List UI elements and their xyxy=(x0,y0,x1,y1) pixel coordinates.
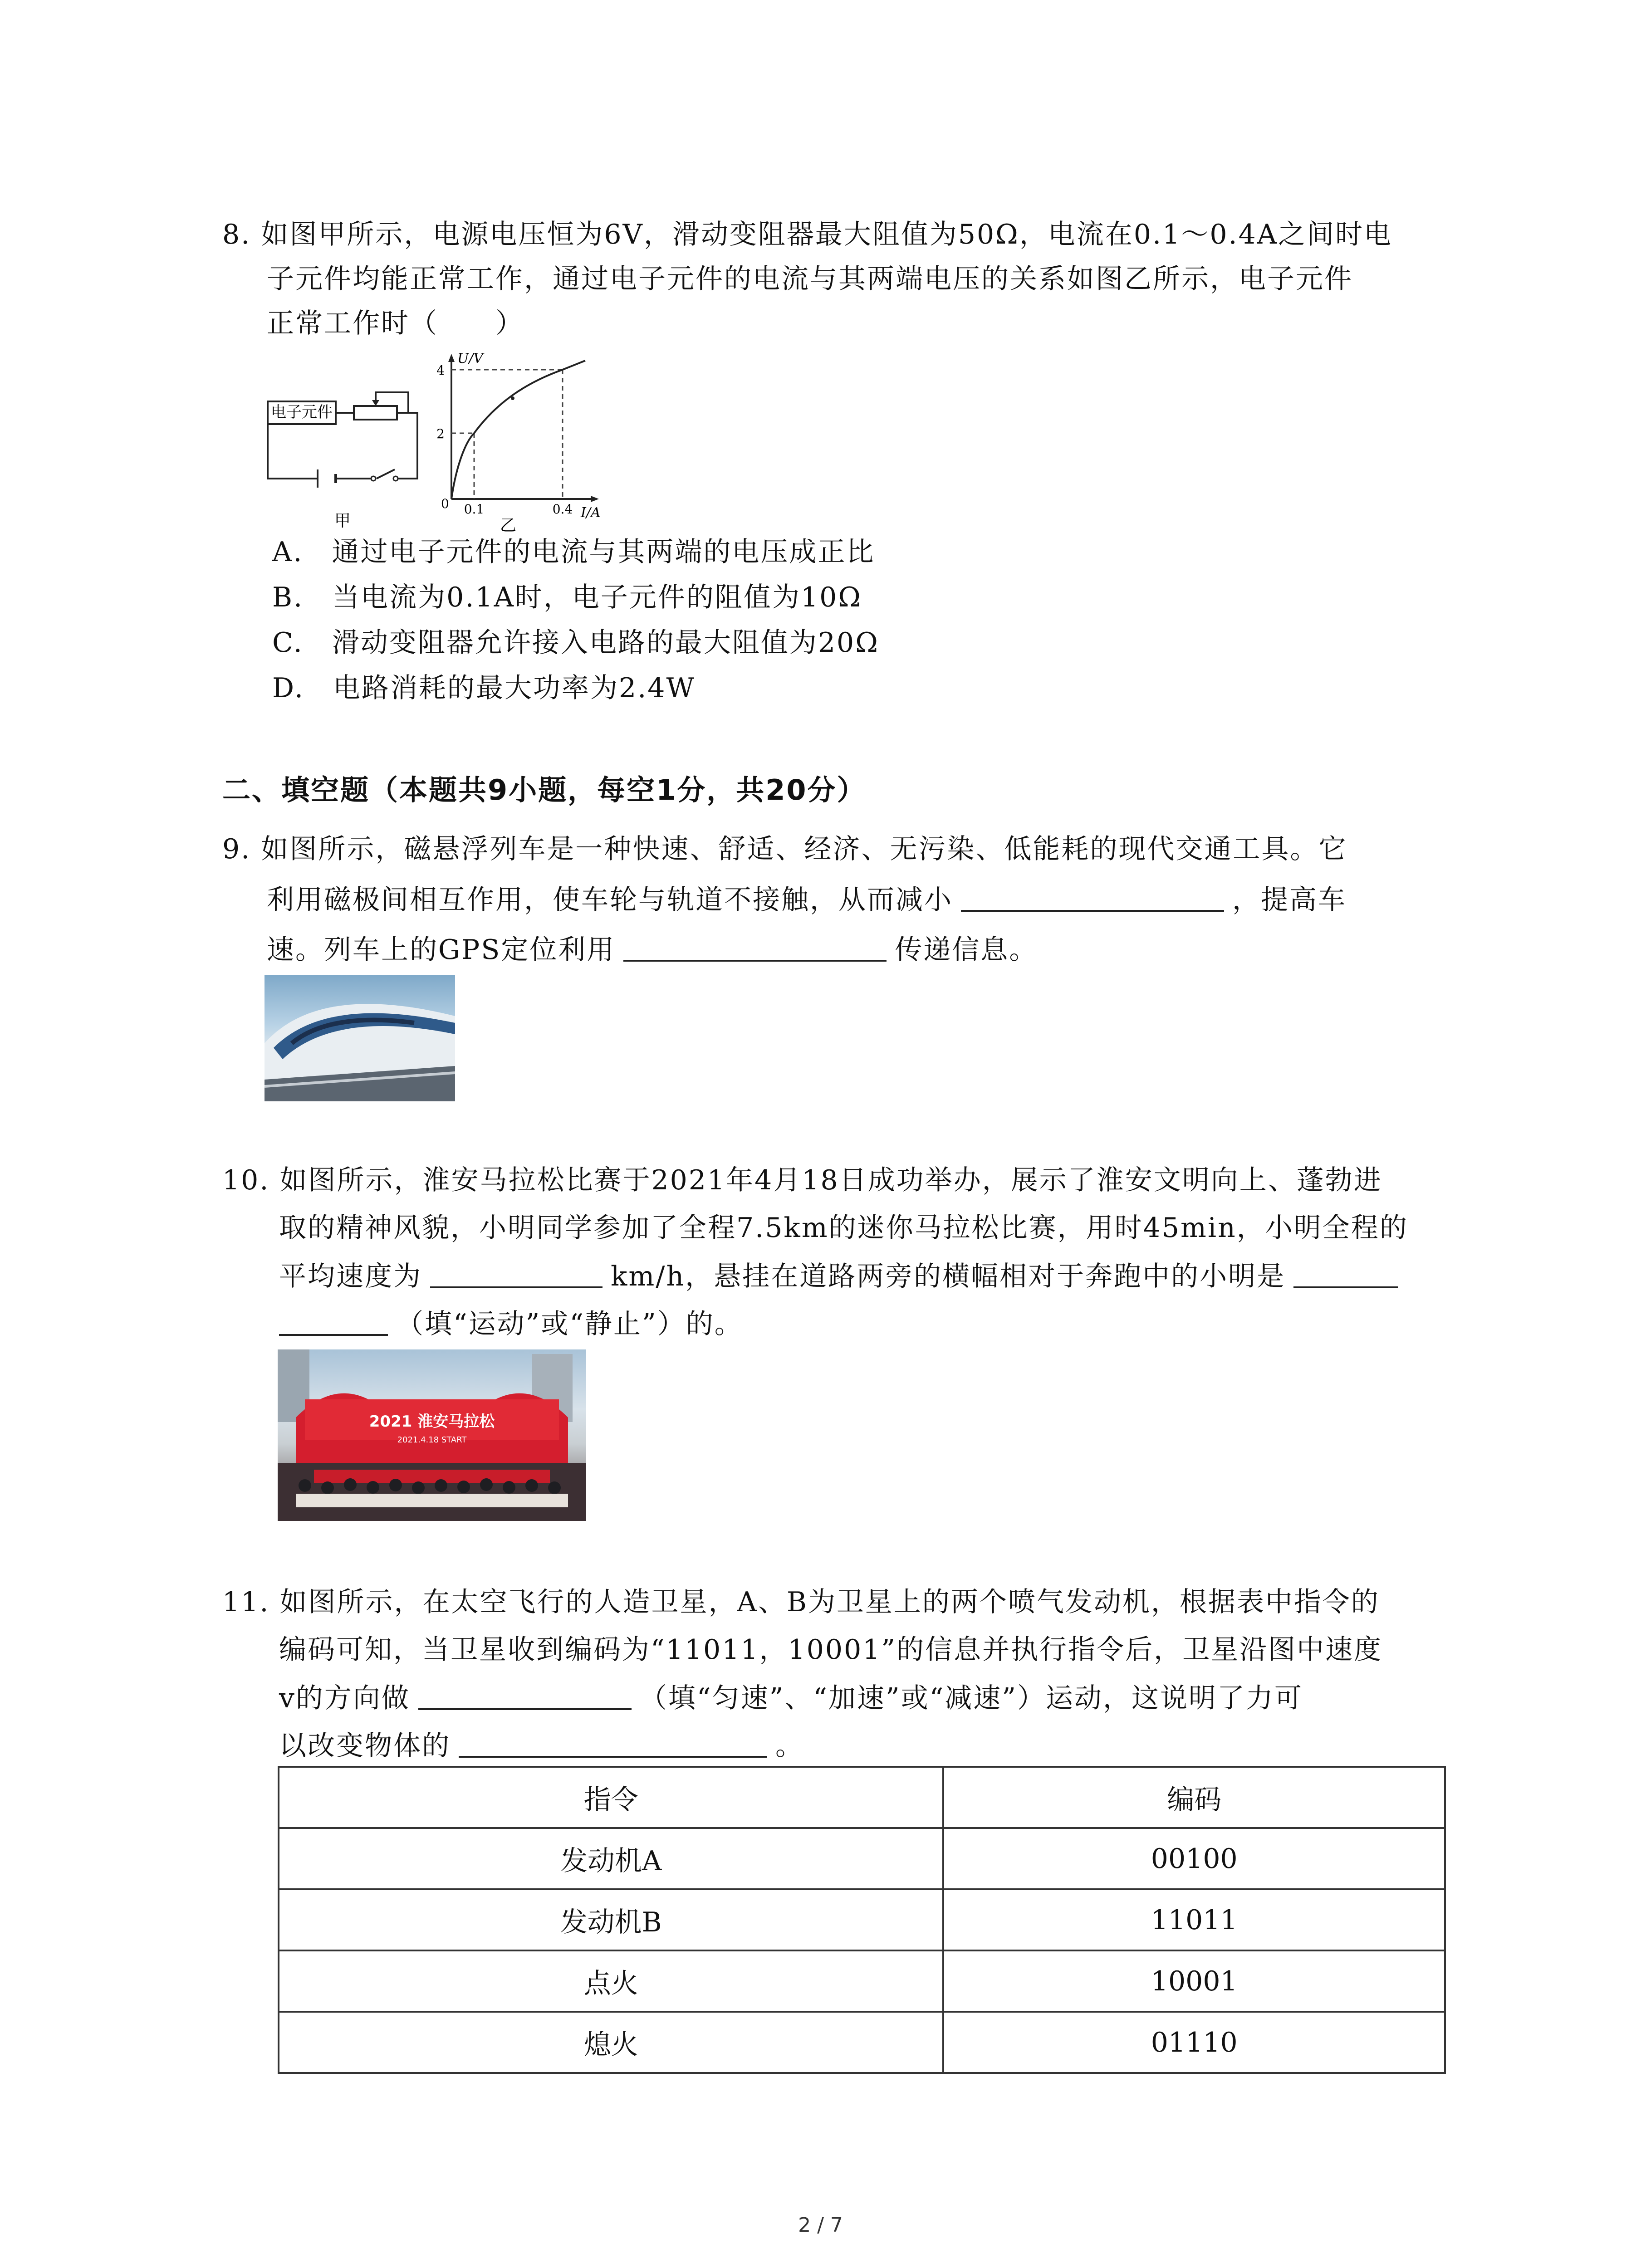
q9-line2-text-a: 利用磁极间相互作用，使车轮与轨道不接触，从而减小 xyxy=(267,884,953,916)
marathon-banner-text: 2021 淮安马拉松 xyxy=(369,1413,495,1431)
page-number: 2 / 7 xyxy=(798,2214,843,2237)
q11-line3-text-a: v的方向做 xyxy=(279,1682,410,1714)
table-header-command: 指令 xyxy=(279,1767,943,1828)
graph-x-tick-0.1: 0.1 xyxy=(464,502,485,517)
q9-line3-text-a: 速。列车上的GPS定位利用 xyxy=(267,934,616,966)
q10-blank-1[interactable] xyxy=(430,1256,603,1288)
table-row xyxy=(279,1828,1445,1889)
marathon-photo xyxy=(278,1349,586,1521)
graph-origin: 0 xyxy=(441,496,449,511)
table-row xyxy=(279,1889,1445,1950)
graph-x-label: I/A xyxy=(581,505,601,521)
graph-y-tick-4: 4 xyxy=(436,363,445,378)
table-cell-command: 熄火 xyxy=(279,2012,943,2073)
table-cell-command: 发动机A xyxy=(279,1828,943,1889)
table-cell-command: 发动机B xyxy=(279,1889,943,1950)
q8-line3: 正常工作时（ ） xyxy=(267,308,524,339)
table-cell-command: 点火 xyxy=(279,1950,943,2012)
table-row xyxy=(279,1950,1445,2012)
q11-line2: 编码可知，当卫星收到编码为“11011，10001”的信息并执行指令后，卫星沿图中速度 xyxy=(279,1634,1383,1666)
marathon-banner-date: 2021.4.18 START xyxy=(397,1435,467,1445)
q9-line2-text-b: ，提高车 xyxy=(1232,884,1347,916)
circuit-caption: 甲 xyxy=(334,512,351,530)
q8-line2: 子元件均能正常工作，通过电子元件的电流与其两端电压的关系如图乙所示，电子元件 xyxy=(267,263,1353,295)
q10-line2: 取的精神风貌，小明同学参加了全程7.5km的迷你马拉松比赛，用时45min，小明全程的 xyxy=(279,1212,1408,1244)
circuit-component-label: 电子元件 xyxy=(271,403,333,421)
q9-blank-2[interactable] xyxy=(623,930,887,962)
q8-line1: 8. 如图甲所示，电源电压恒为6V，滑动变阻器最大阻值为50Ω，电流在0.1～0.4A之间时电 xyxy=(222,219,1393,250)
circuit-diagram xyxy=(263,381,426,531)
q10-line4-text: （填“运动”或“静止”）的。 xyxy=(396,1308,743,1340)
q10-blank-2b[interactable] xyxy=(279,1304,388,1336)
q9-line1: 9. 如图所示，磁悬浮列车是一种快速、舒适、经济、无污染、低能耗的现代交通工具。它 xyxy=(222,833,1347,865)
q11-line3 xyxy=(279,1678,1303,1717)
table-cell-code: 10001 xyxy=(943,1950,1445,2012)
table-header-code: 编码 xyxy=(943,1767,1445,1828)
q8-option-d: D. 电路消耗的最大功率为2.4W xyxy=(272,672,696,704)
q11-line4 xyxy=(279,1726,804,1765)
q11-line4-text-b: 。 xyxy=(775,1730,804,1762)
q11-blank-1[interactable] xyxy=(418,1678,632,1710)
table-cell-code: 00100 xyxy=(943,1828,1445,1889)
q11-line1: 11. 如图所示，在太空飞行的人造卫星，A、B为卫星上的两个喷气发动机，根据表中指令的 xyxy=(222,1586,1380,1618)
q11-line3-text-b: （填“匀速”、“加速”或“减速”）运动，这说明了力可 xyxy=(639,1682,1303,1714)
q10-line3-text-b: km/h，悬挂在道路两旁的横幅相对于奔跑中的小明是 xyxy=(611,1261,1286,1292)
q9-line3-text-b: 传递信息。 xyxy=(895,934,1038,966)
q8-option-a: A. 通过电子元件的电流与其两端的电压成正比 xyxy=(272,536,875,568)
section-title: 二、填空题（本题共9小题，每空1分，共20分） xyxy=(222,773,867,807)
q8-option-c: C. 滑动变阻器允许接入电路的最大阻值为20Ω xyxy=(272,627,879,659)
graph-caption: 乙 xyxy=(500,516,517,535)
command-code-table xyxy=(278,1766,1446,2074)
table-cell-code: 01110 xyxy=(943,2012,1445,2073)
q11-blank-2[interactable] xyxy=(459,1726,767,1758)
q10-blank-2a[interactable] xyxy=(1293,1256,1398,1288)
graph-y-tick-2: 2 xyxy=(436,426,445,441)
graph-y-label: U/V xyxy=(457,351,484,367)
maglev-train-photo xyxy=(265,975,455,1101)
table-header-row xyxy=(279,1767,1445,1828)
q10-line3 xyxy=(279,1256,1406,1295)
q10-line4 xyxy=(279,1304,743,1343)
q9-blank-1[interactable] xyxy=(961,880,1224,912)
q11-line4-text-a: 以改变物体的 xyxy=(279,1730,451,1762)
graph-x-tick-0.4: 0.4 xyxy=(552,502,573,517)
table-row xyxy=(279,2012,1445,2073)
q9-line2 xyxy=(267,880,1347,919)
table-cell-code: 11011 xyxy=(943,1889,1445,1950)
q9-line3 xyxy=(267,930,1038,969)
q10-line1: 10. 如图所示，淮安马拉松比赛于2021年4月18日成功举办，展示了淮安文明向上、蓬勃进 xyxy=(222,1164,1382,1196)
q10-line3-text-a: 平均速度为 xyxy=(279,1261,422,1292)
q8-option-b: B. 当电流为0.1A时，电子元件的阻值为10Ω xyxy=(272,582,862,613)
ui-graph xyxy=(426,349,617,535)
